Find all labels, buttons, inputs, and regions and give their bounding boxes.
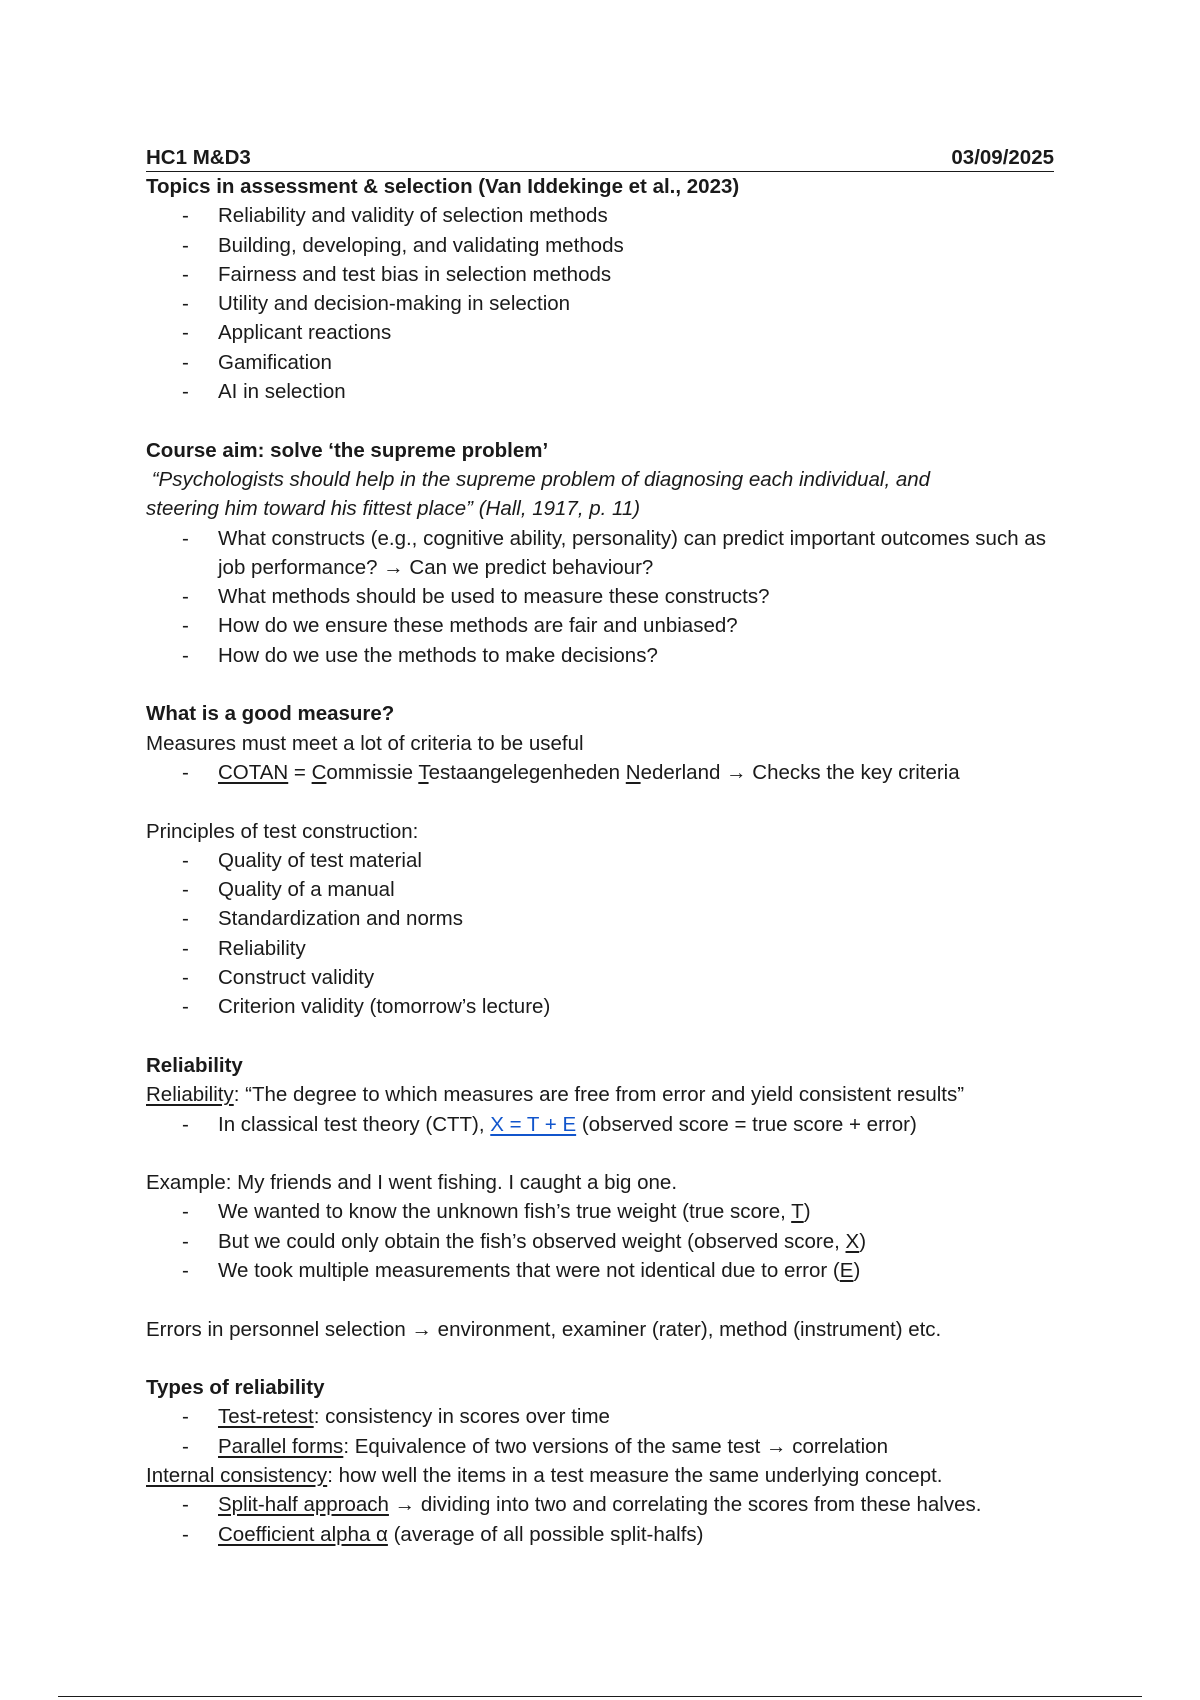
split-half-term: Split-half approach (218, 1493, 389, 1517)
list-item: - Applicant reactions (146, 318, 1054, 347)
good-measure-heading: What is a good measure? (146, 702, 395, 726)
list-item (146, 1520, 1054, 1549)
cotan-word-3: ederland (640, 760, 721, 784)
spacer (146, 670, 1054, 699)
ctt-suffix: (observed score = true score + error) (576, 1112, 917, 1136)
list-item: - Reliability and validity of selection methods (146, 201, 1054, 230)
principles-list (146, 846, 1054, 1022)
spacer (146, 1344, 1054, 1373)
list-item: - Reliability (146, 934, 1054, 963)
cotan-letter-t: T (418, 760, 429, 784)
close-paren: ) (853, 1258, 861, 1282)
list-item: - Gamification (146, 348, 1054, 377)
list-item: - Fairness and test bias in selection methods (146, 260, 1054, 289)
parallel-forms-term: Parallel forms (218, 1434, 344, 1458)
list-item: - Criterion validity (tomorrow’s lecture) (146, 992, 1054, 1021)
close-paren: ) (859, 1229, 867, 1253)
list-item: - AI in selection (146, 377, 1054, 406)
principles-intro: Principles of test construction: (146, 819, 419, 843)
spacer (146, 1139, 1054, 1168)
cotan-list (146, 758, 1054, 787)
list-item: - Utility and decision-making in selection (146, 289, 1054, 318)
course-aim-list (146, 524, 1054, 670)
list-item (146, 1256, 1054, 1285)
list-item: - Building, developing, and validating methods (146, 231, 1054, 260)
reliability-definition-text: : “The degree to which measures are free from error and yield consistent results” (233, 1083, 965, 1107)
list-item (146, 1432, 1054, 1461)
cotan-word-1: ommissie (326, 760, 419, 784)
list-item: - How do we use the methods to make decisions? (146, 641, 1054, 670)
list-item: - What constructs (e.g., cognitive ability, personality) can predict important outcomes such as job performance? → Can we predict behaviour? (146, 524, 1054, 583)
list-item: - What methods should be used to measure these constructs? (146, 582, 1054, 611)
document-header (146, 144, 1054, 172)
parallel-forms-desc: : Equivalence of two versions of the same test → correlation (343, 1434, 888, 1458)
list-item (146, 1490, 1054, 1519)
document-title: HC1 M&D3 (146, 146, 251, 169)
true-score-symbol: T (791, 1200, 804, 1224)
example-item-text: We took multiple measurements that were not identical due to error ( (218, 1258, 840, 1282)
document-page (146, 144, 1054, 1549)
list-item: - Quality of test material (146, 846, 1054, 875)
test-retest-term: Test-retest (218, 1405, 314, 1429)
example-list (146, 1197, 1054, 1285)
spacer (146, 1022, 1054, 1051)
internal-consistency-line (146, 1461, 1054, 1490)
list-item: - Standardization and norms (146, 904, 1054, 933)
reliability-term: Reliability (146, 1083, 234, 1107)
cotan-equals: = (288, 760, 312, 784)
example-item-text: But we could only obtain the fish’s observed weight (observed score, (218, 1229, 846, 1253)
reliability-definition (146, 1080, 1054, 1109)
types-list-2 (146, 1490, 1054, 1549)
cotan-rest: → Checks the key criteria (720, 760, 960, 784)
internal-consistency-term: Internal consistency (146, 1464, 328, 1488)
close-paren: ) (803, 1200, 811, 1224)
spacer (146, 1285, 1054, 1314)
ctt-list (146, 1110, 1054, 1139)
document-date: 03/09/2025 (951, 146, 1054, 169)
example-intro: Example: My friends and I went fishing. I caught a big one. (146, 1171, 678, 1195)
observed-score-symbol: X (845, 1229, 860, 1253)
list-item: - Construct validity (146, 963, 1054, 992)
split-half-desc: → dividing into two and correlating the scores from these halves. (388, 1493, 982, 1517)
example-item-text: We wanted to know the unknown fish’s true weight (true score, (218, 1200, 792, 1224)
list-item: - How do we ensure these methods are fair and unbiased? (146, 611, 1054, 640)
list-item (146, 1402, 1054, 1431)
list-item (146, 1197, 1054, 1226)
coefficient-alpha-term: Coefficient alpha α (218, 1522, 388, 1546)
types-list-1 (146, 1402, 1054, 1461)
cotan-letter-c: C (311, 760, 327, 784)
cotan-item (146, 758, 1054, 787)
test-retest-desc: : consistency in scores over time (313, 1405, 610, 1429)
cotan-word-2: estaangelegenheden (428, 760, 626, 784)
footer-divider (58, 1696, 1142, 1697)
internal-consistency-desc: : how well the items in a test measure the same underlying concept. (327, 1464, 943, 1488)
error-symbol: E (839, 1258, 854, 1282)
cotan-abbr: COTAN (218, 760, 289, 784)
topics-heading: Topics in assessment & selection (Van Iddekinge et al., 2023) (146, 175, 740, 198)
list-item (146, 1227, 1054, 1256)
cotan-letter-n: N (625, 760, 641, 784)
ctt-item (146, 1110, 1054, 1139)
spacer (146, 787, 1054, 816)
coefficient-alpha-desc: (average of all possible split-halfs) (387, 1522, 704, 1546)
course-aim-heading: Course aim: solve ‘the supreme problem’ (146, 438, 549, 462)
hall-quote-line-2: steering him toward his fittest place” (Hall, 1917, p. 11) (146, 497, 641, 521)
topics-list (146, 201, 1054, 406)
list-item: - Quality of a manual (146, 875, 1054, 904)
reliability-heading: Reliability (146, 1053, 243, 1077)
hall-quote-line-1: “Psychologists should help in the supreme problem of diagnosing each individual, and (146, 467, 931, 491)
ctt-formula-link[interactable]: X = T + E (490, 1112, 577, 1136)
good-measure-intro: Measures must meet a lot of criteria to be useful (146, 731, 584, 755)
errors-line: Errors in personnel selection → environment, examiner (rater), method (instrument) etc. (146, 1317, 942, 1341)
ctt-prefix: In classical test theory (CTT), (218, 1112, 491, 1136)
spacer (146, 406, 1054, 435)
types-heading: Types of reliability (146, 1376, 325, 1400)
